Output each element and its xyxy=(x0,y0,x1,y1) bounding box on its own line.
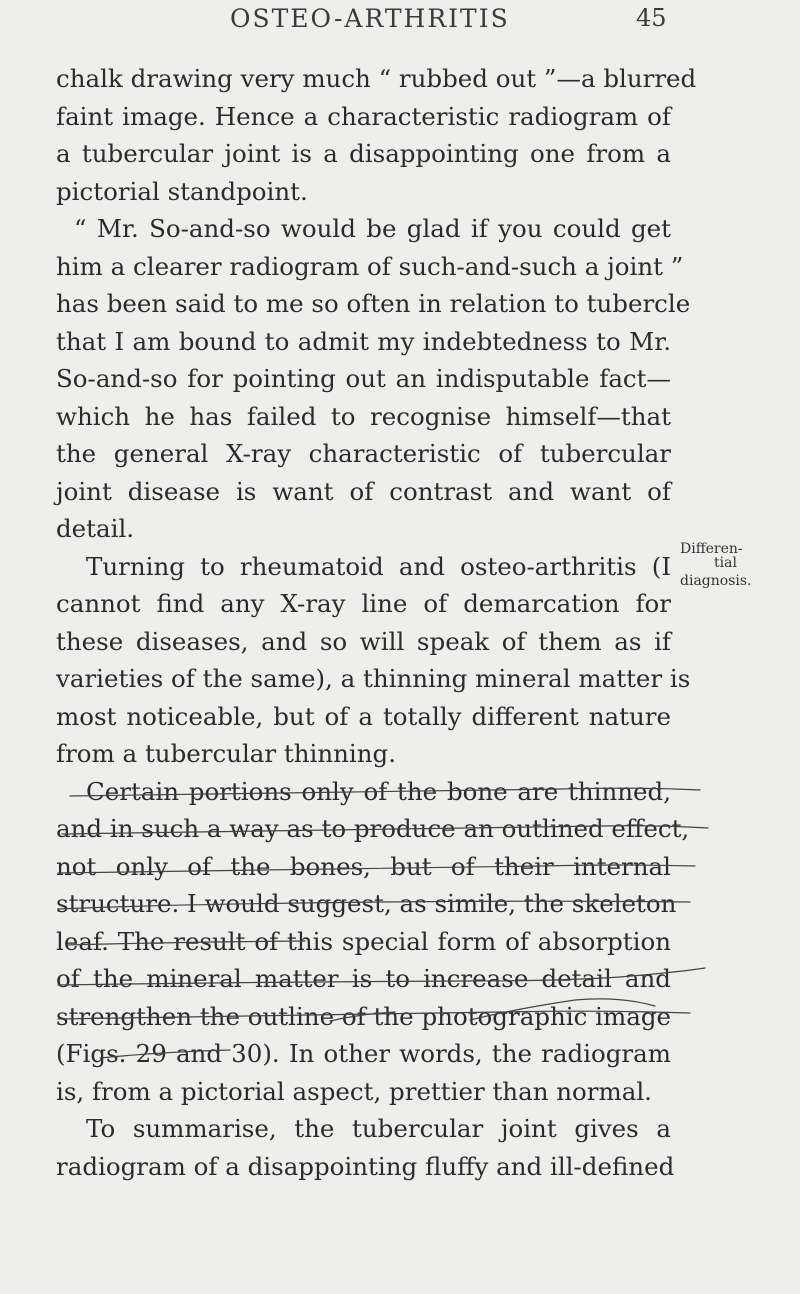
text-line: “ Mr. So-and-so would be glad if you could get xyxy=(74,214,671,243)
text-line: of the mineral matter is to increase detail and xyxy=(56,964,671,993)
text-line: pictorial standpoint. xyxy=(56,176,308,206)
body-text xyxy=(56,60,697,1185)
text-line: structure. I would suggest, as simile, the skeleton xyxy=(56,889,677,918)
text-line: and in such a way as to produce an outlined effect, xyxy=(56,814,690,843)
text-line: To summarise, the tubercular joint gives a xyxy=(86,1114,671,1143)
text-line: (Figs. 29 and 30). In other words, the radiogram xyxy=(56,1039,671,1068)
running-head-title: OSTEO-ARTHRITIS xyxy=(230,4,510,33)
text-line: most noticeable, but of a totally different nature xyxy=(56,701,671,731)
text-line: is, from a pictorial aspect, prettier than normal. xyxy=(56,1076,652,1106)
page-number: 45 xyxy=(636,4,667,32)
text-line: has been said to me so often in relation to tubercle xyxy=(56,289,691,318)
text-line: strengthen the outline of the photographic image xyxy=(56,1001,671,1031)
text-line: chalk drawing very much “ rubbed out ”—a blurred xyxy=(56,64,697,93)
text-line: Turning to rheumatoid and osteo-arthritis (I xyxy=(86,551,671,581)
text-line: not only of the bones, but of their internal xyxy=(56,851,671,881)
text-line: these diseases, and so will speak of them as if xyxy=(56,626,671,656)
text-line: varieties of the same), a thinning mineral matter is xyxy=(56,664,691,693)
text-line: from a tubercular thinning. xyxy=(56,739,397,768)
text-line: Certain portions only of the bone are thinned, xyxy=(86,776,671,806)
margin-note-line: Differen- xyxy=(680,541,743,557)
text-line: joint disease is want of contrast and want of xyxy=(56,476,671,506)
text-line: cannot find any X-ray line of demarcation for xyxy=(56,589,671,618)
text-line: which he has failed to recognise himself—that xyxy=(56,401,671,431)
text-line: the general X-ray characteristic of tubercular xyxy=(56,439,671,468)
text-line: detail. xyxy=(56,514,135,543)
text-line: that I am bound to admit my indebtedness to Mr. xyxy=(56,326,671,356)
text-line: So-and-so for pointing out an indisputable fact— xyxy=(56,364,671,393)
text-line: leaf. The result of this special form of absorption xyxy=(56,926,671,956)
margin-note-line: tial xyxy=(714,555,737,571)
text-line: him a clearer radiogram of such-and-such a joint ” xyxy=(56,251,684,281)
text-line: a tubercular joint is a disappointing one from a xyxy=(56,139,671,168)
text-line: faint image. Hence a characteristic radiogram of xyxy=(56,101,671,131)
text-line: radiogram of a disappointing fluffy and ill-defined xyxy=(56,1151,675,1181)
margin-note-line: diagnosis. xyxy=(680,573,752,589)
running-head xyxy=(0,2,800,32)
